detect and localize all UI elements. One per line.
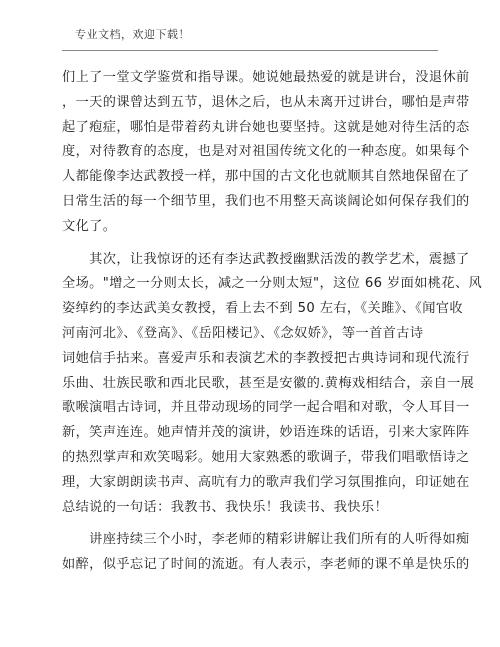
text-line: 如醉，似乎忘记了时间的流逝。有人表示，李老师的课不单是快乐的	[62, 557, 470, 573]
paragraph	[62, 528, 470, 578]
text-line: 总结说的一句话：我教书、我快乐！我读书、我快乐！	[62, 499, 389, 515]
text-line: 理，大家朗朗读书声、高吭有力的歌声我们学习氛围推向，印证她在	[62, 474, 470, 490]
text-line: 词她信手拈来。喜爱声乐和表演艺术的李教授把古典诗词和现代流行	[62, 350, 470, 366]
header-divider	[62, 50, 438, 51]
text-line: 河南河北》、《登高》、《岳阳楼记》、《念奴娇》，等一首首古诗	[62, 325, 424, 341]
text-line: 姿绰约的李达武美女教授，看上去不到 50 左右，《关雎》、《闻官收	[62, 301, 463, 317]
text-line: 的热烈掌声和欢笑喝彩。她用大家熟悉的歌调子，带我们唱歌悟诗之	[62, 449, 470, 465]
paragraph-gap	[62, 240, 438, 248]
header-note: 专业文档，欢迎下载！	[75, 28, 190, 41]
text-line: 歌喉演唱古诗词，并且带动现场的同学一起合唱和对歌，令人耳目一	[62, 400, 470, 416]
text-line: 全场。"增之一分则太长，减之一分则太短"，这位 66 岁面如桃花、风	[62, 276, 483, 292]
text-line: 文化了。	[62, 218, 117, 234]
text-line: 们上了一堂文学鉴赏和指导课。她说她最热爱的就是讲台，没退休前	[62, 70, 470, 85]
text-line: ，一天的课曾达到五节，退休之后，也从未离开过讲台，哪怕是声带	[62, 94, 470, 110]
paragraph-gap	[62, 520, 438, 528]
text-line: 其次，让我惊讶的还有李达武教授幽默活泼的教学艺术，震撼了	[62, 251, 470, 267]
text-line: 人都能像李达武教授一样，那中国的古文化也就顺其自然地保留在了	[62, 169, 470, 185]
text-line: 新，笑声连连。她声情并茂的演讲，妙语连珠的话语，引来大家阵阵	[62, 425, 470, 441]
text-line: 日常生活的每一个细节里，我们也不用整天高谈阔论如何保存我们的	[62, 193, 470, 209]
paragraph	[62, 66, 470, 240]
text-line: 讲座持续三个小时，李老师的精彩讲解让我们所有的人听得如痴	[62, 532, 470, 548]
paragraph	[62, 248, 483, 521]
text-line: 乐曲、壮族民歌和西北民歌，甚至是安徽的.黄梅戏相结合，亲自一展	[62, 375, 475, 391]
text-line: 度，对待教育的态度，也是对对祖国传统文化的一种态度。如果每个	[62, 144, 470, 160]
document-body	[62, 66, 483, 578]
text-line: 起了疱症，哪怕是带着药丸讲台她也要坚持。这就是她对待生活的态	[62, 119, 470, 135]
